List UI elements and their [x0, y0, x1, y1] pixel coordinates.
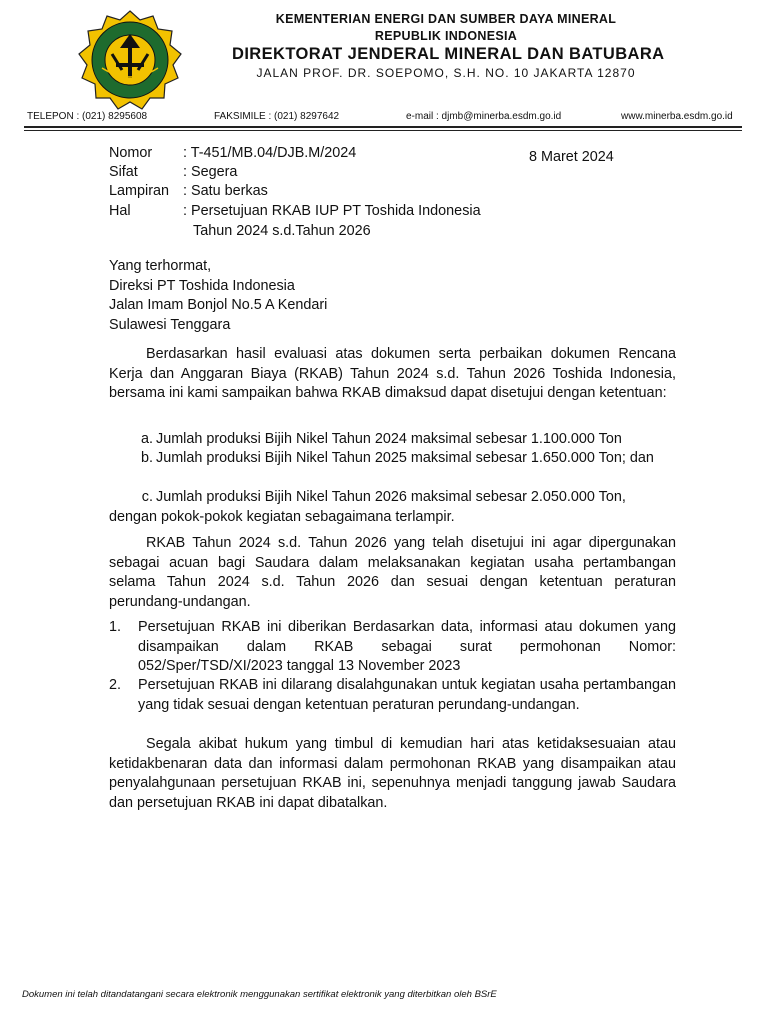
nomor-value: : T-451/MB.04/DJB.M/2024: [183, 145, 357, 161]
email[interactable]: e-mail : djmb@minerba.esdm.go.id: [406, 111, 562, 122]
nomor-label: Nomor: [109, 145, 153, 161]
paragraph-1: Berdasarkan hasil evaluasi atas dokumen serta perbaikan dokumen Rencana Kerja dan Anggaran Biaya (RKAB) Tahun 2024 s.d. Tahun 2026 Toshida Indonesia, bersama ini kami sampaikan bahwa RKAB dimaksud dapat disetujui dengan ketentuan:: [109, 346, 676, 401]
meta-nomor: [109, 145, 356, 161]
meta-sifat: [109, 164, 237, 180]
esdm-logo: [78, 8, 182, 112]
item-marker: 2.: [109, 677, 122, 693]
directorate-name: DIREKTORAT JENDERAL MINERAL DAN BATUBARA: [232, 45, 665, 63]
lampiran-value: : Satu berkas: [183, 183, 268, 199]
item-text: Jumlah produksi Bijih Nikel Tahun 2026 maksimal sebesar 2.050.000 Ton,: [156, 489, 626, 505]
website[interactable]: www.minerba.esdm.go.id: [621, 111, 733, 122]
item-text: Jumlah produksi Bijih Nikel Tahun 2024 maksimal sebesar 1.100.000 Ton: [156, 431, 622, 447]
sifat-label: Sifat: [109, 164, 138, 180]
list-item-a: [109, 430, 676, 450]
item-marker: a.: [140, 431, 153, 447]
list-item-c: [109, 488, 676, 508]
recipient-line-2: Jalan Imam Bonjol No.5 A Kendari: [109, 297, 328, 313]
item-text: Persetujuan RKAB ini dilarang disalahgunakan untuk kegiatan usaha pertambangan yang tidak sesuai dengan ketentuan peraturan perundang-undangan.: [138, 677, 676, 713]
item-text: Jumlah produksi Bijih Nikel Tahun 2025 maksimal sebesar 1.650.000 Ton; dan: [156, 450, 654, 466]
ministry-name: KEMENTERIAN ENERGI DAN SUMBER DAYA MINERAL: [275, 12, 617, 26]
telepon: TELEPON : (021) 8295608: [27, 111, 148, 122]
paragraph-2: RKAB Tahun 2024 s.d. Tahun 2026 yang telah disetujui ini agar dipergunakan sebagai acuan bagi Saudara dalam melaksanakan kegiatan usaha pertambangan selama Tahun 2024 s.d. Tahun 2026 dan sesuai dengan ketentuan peraturan perundang-undangan.: [109, 535, 676, 610]
letter-date: 8 Maret 2024: [529, 149, 614, 165]
office-address: JALAN PROF. DR. SOEPOMO, S.H. NO. 10 JAKARTA 12870: [256, 66, 636, 80]
sifat-value: : Segera: [183, 164, 238, 180]
meta-hal: [109, 203, 481, 219]
recipient-line-3: Sulawesi Tenggara: [109, 316, 231, 333]
item-marker: c.: [141, 489, 153, 505]
item-marker: 1.: [109, 619, 122, 635]
hal-value: : Persetujuan RKAB IUP PT Toshida Indonesia: [183, 203, 481, 219]
item-marker: b.: [140, 450, 153, 466]
list-item-b: [109, 449, 676, 489]
faksimile: FAKSIMILE : (021) 8297642: [214, 111, 340, 122]
header-divider: [24, 126, 742, 128]
salutation: Yang terhormat,: [109, 258, 212, 274]
header-divider-thin: [24, 130, 742, 131]
recipient-block: [109, 257, 676, 335]
paragraph-3: Segala akibat hukum yang timbul di kemudian hari atas ketidaksesuaian atau ketidakbenaran data dan informasi dalam permohonan RKAB yang disampaikan atau penyalahgunaan persetujuan RKAB ini, sepenuhnya menjadi tanggung jawab Saudara dan persetujuan RKAB ini dapat dibatalkan.: [109, 736, 676, 811]
hal-value-continued: Tahun 2024 s.d.Tahun 2026: [193, 223, 371, 239]
numbered-item-2: [109, 676, 676, 736]
item-text: Persetujuan RKAB ini diberikan Berdasarkan data, informasi atau dokumen yang disampaikan dalam RKAB sebagai surat permohonan Nomor: 052/Sper/TSD/XI/2023 tanggal 13 November 2023: [138, 619, 676, 674]
numbered-item-1: [109, 618, 676, 678]
e-signature-note: Dokumen ini telah ditandatangani secara elektronik menggunakan sertifikat elektronik yang diterbitkan oleh BSrE: [22, 989, 497, 1000]
after-items-line: dengan pokok-pokok kegiatan sebagaimana terlampir.: [109, 509, 455, 525]
meta-lampiran: [109, 183, 268, 199]
esdm-emblem-icon: [78, 8, 182, 112]
lampiran-label: Lampiran: [109, 183, 169, 199]
recipient-line-1: Direksi PT Toshida Indonesia: [109, 277, 295, 294]
hal-label: Hal: [109, 203, 131, 219]
republic-name: REPUBLIK INDONESIA: [374, 29, 518, 43]
letterhead: [0, 0, 768, 135]
